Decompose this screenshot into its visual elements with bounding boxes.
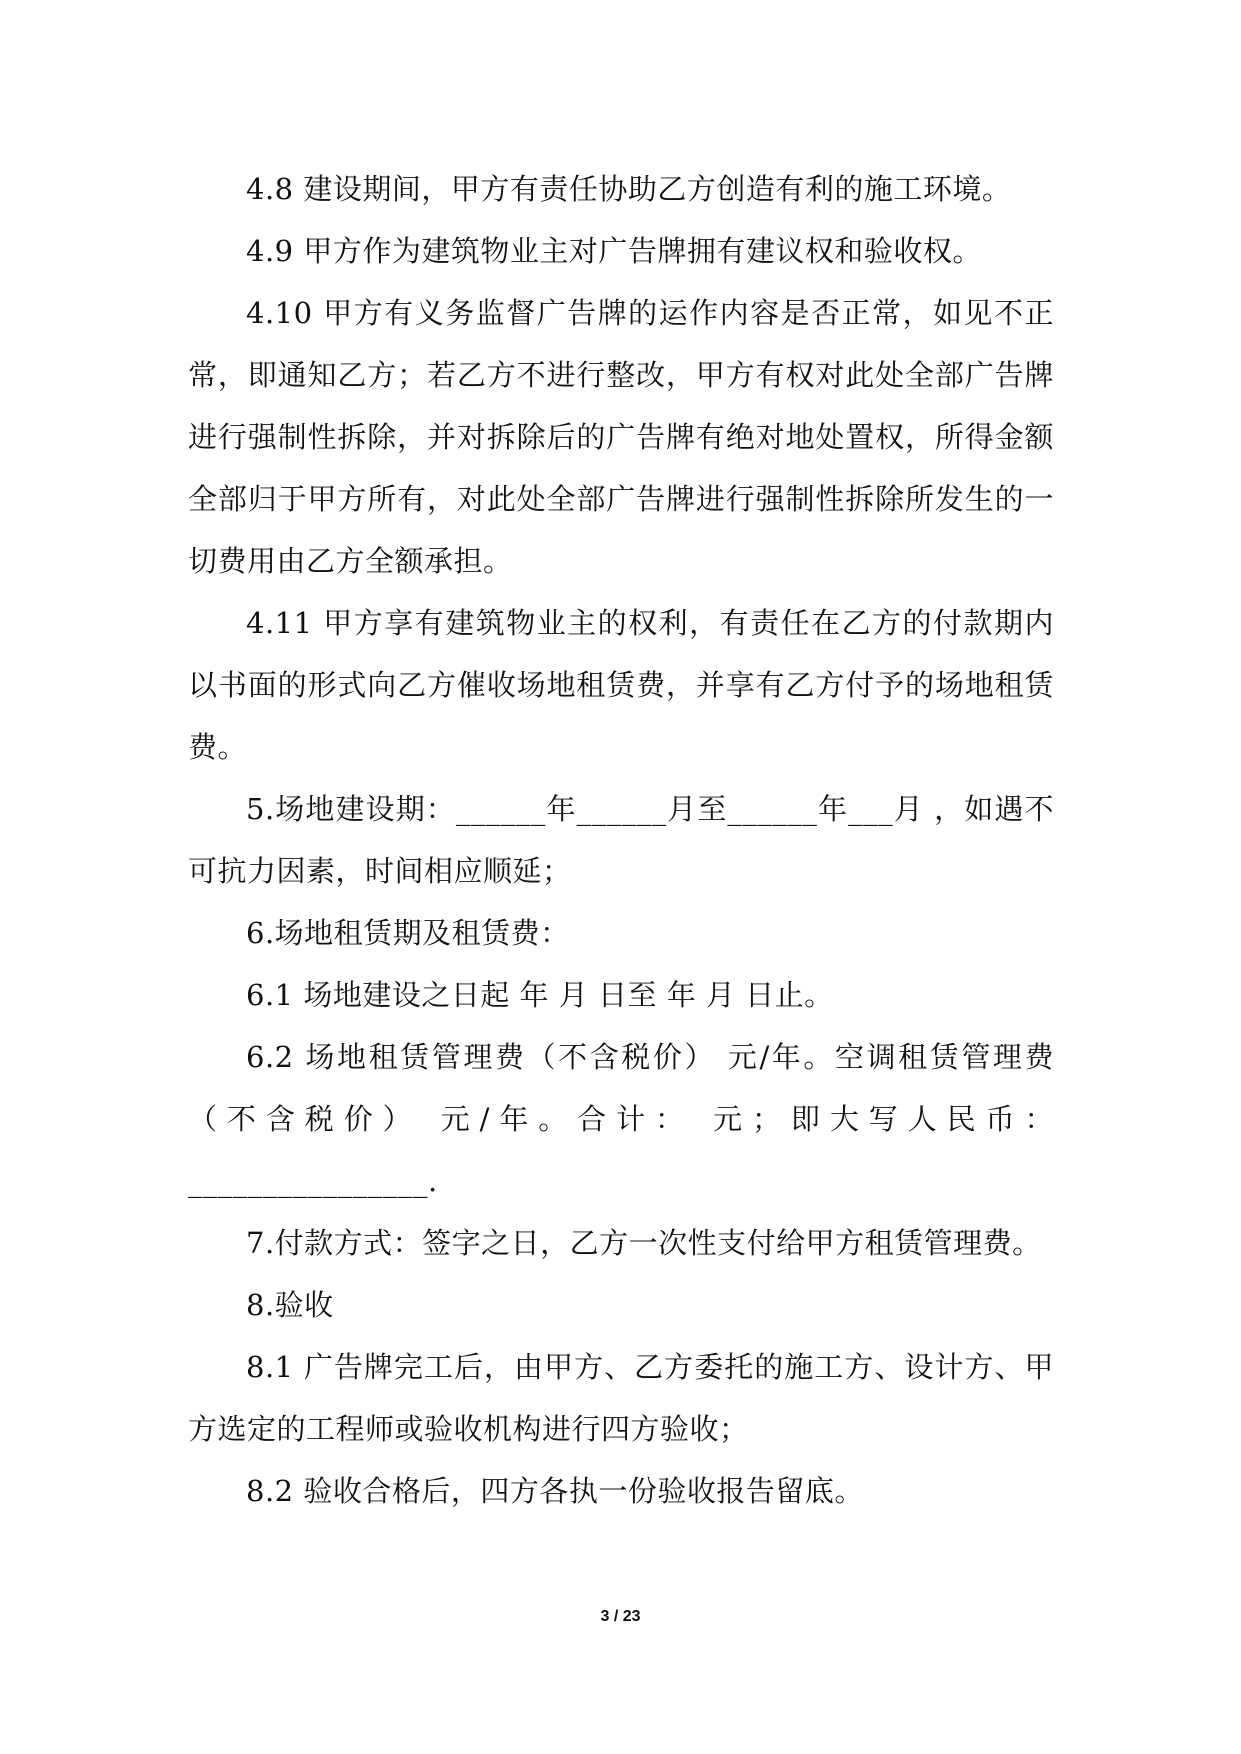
clause-6-2: 6.2 场地租赁管理费（不含税价） 元/年。空调租赁管理费（不含税价） 元/年。合计： 元；即大写人民币： [188,1040,1054,1136]
clause-5-construction-period: 5.场地建设期：______年______月至______年___月 ，如遇不可抗力因素，时间相应顺延； [188,792,1054,888]
clause-4-10: 4.10 甲方有义务监督广告牌的运作内容是否正常，如见不正常，即通知乙方；若乙方不进行整改，甲方有权对此处全部广告牌进行强制性拆除，并对拆除后的广告牌有绝对地处置权，所得金额全部归于甲方所有，对此处全部广告牌进行强制性拆除所发生的一切费用由乙方全额承担。 [188,296,1054,578]
clause-4-9: 4.9 甲方作为建筑物业主对广告牌拥有建议权和验收权。 [246,234,982,268]
document-body [188,158,1054,1522]
clause-8-2: 8.2 验收合格后，四方各执一份验收报告留底。 [246,1474,864,1508]
page-number: 3 / 23 [600,1608,641,1625]
clause-4-11: 4.11 甲方享有建筑物业主的权利，有责任在乙方的付款期内以书面的形式向乙方催收场地租赁费，并享有乙方付予的场地租赁费。 [188,606,1054,764]
clause-7-payment-method: 7.付款方式：签字之日，乙方一次性支付给甲方租赁管理费。 [246,1226,1042,1260]
clause-6-lease-period-heading: 6.场地租赁期及租赁费： [246,916,570,950]
clause-4-8: 4.8 建设期间，甲方有责任协助乙方创造有利的施工环境。 [246,172,1012,206]
clause-8-1: 8.1 广告牌完工后，由甲方、乙方委托的施工方、设计方、甲方选定的工程师或验收机构进行四方验收； [188,1350,1054,1446]
clause-6-1: 6.1 场地建设之日起 年 月 日至 年 月 日止。 [246,978,834,1012]
clause-8-acceptance-heading: 8.验收 [246,1288,334,1322]
clause-6-2-amount-blank: ________________. [188,1164,438,1198]
